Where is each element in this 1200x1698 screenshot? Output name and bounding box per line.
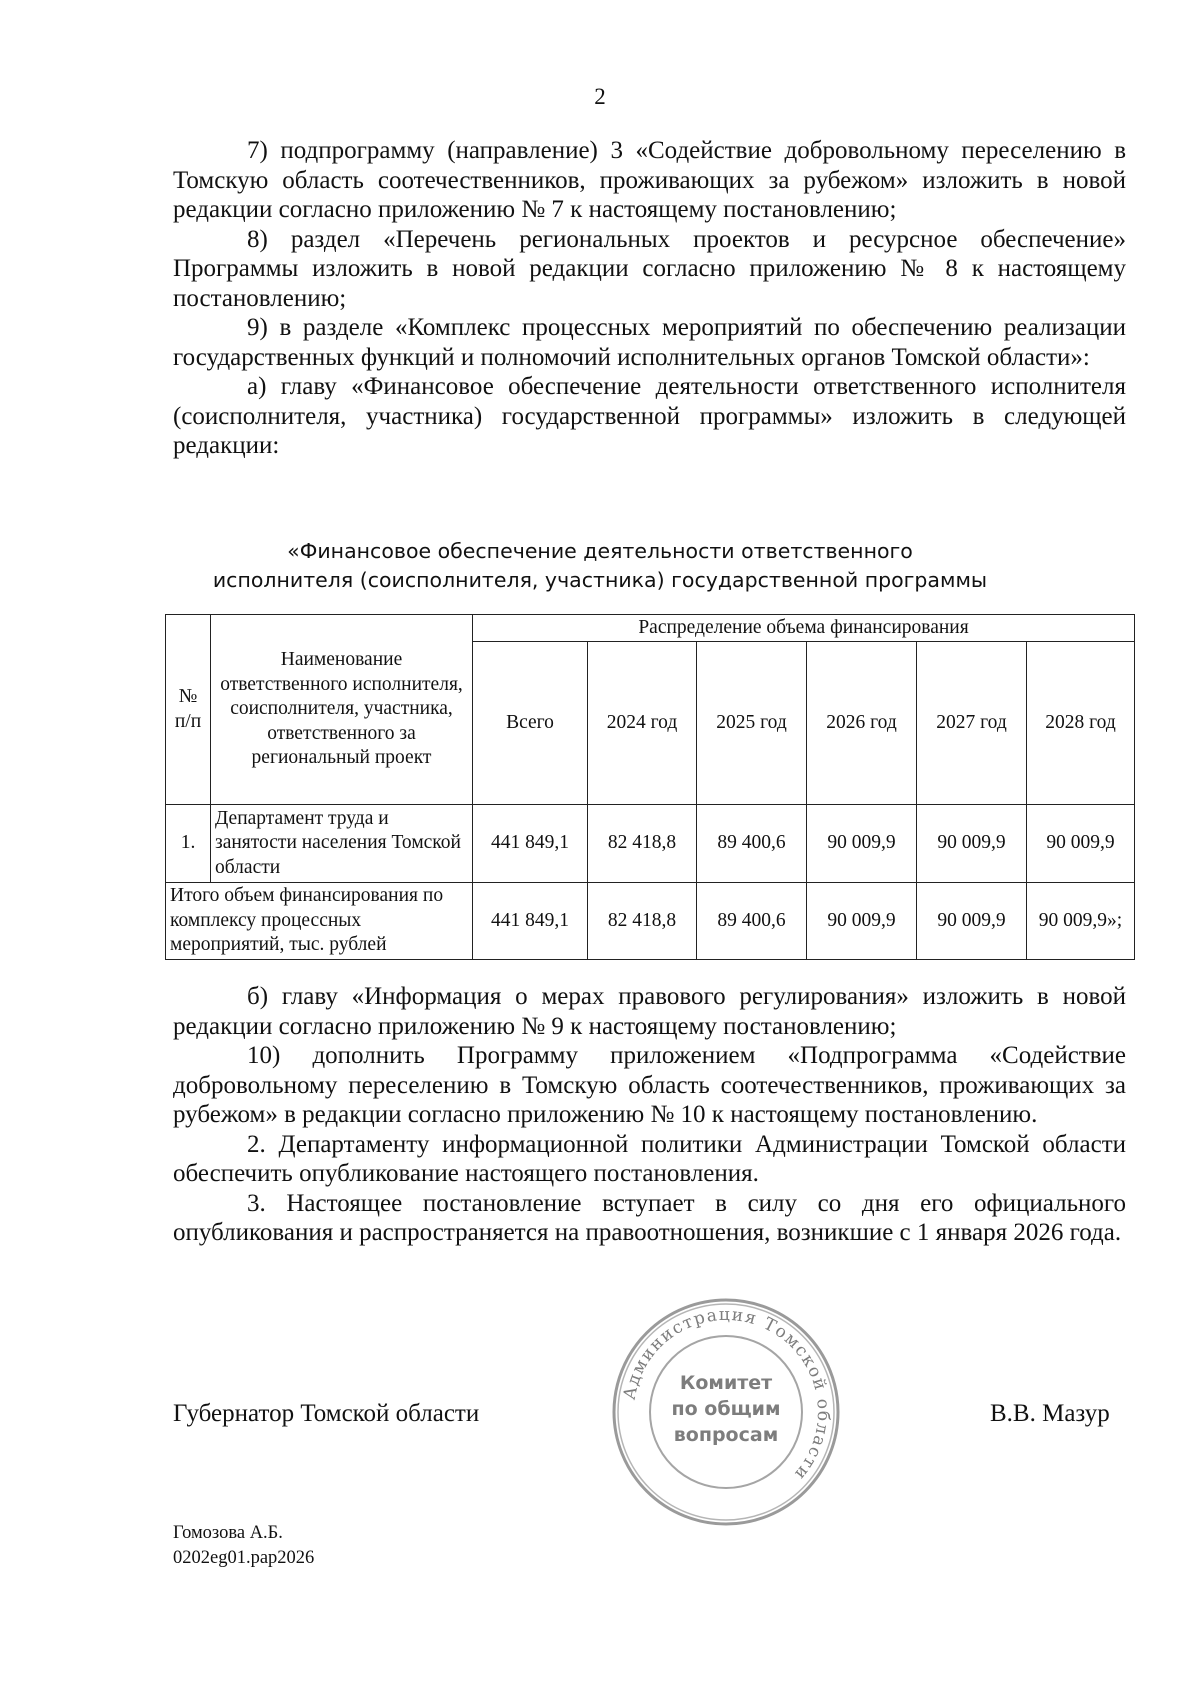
table-title-line2: исполнителя (соисполнителя, участника) государственной программы — [212, 568, 988, 592]
row1-2024: 82 418,8 — [588, 805, 697, 883]
total-2026: 90 009,9 — [807, 883, 917, 960]
paragraph-9b: б) главу «Информация о мерах правового регулирования» изложить в новой редакции согласно приложению № 9 к настоящему постановлению; — [173, 983, 1126, 1040]
header-2027: 2027 год — [917, 642, 1027, 805]
paragraph-10: 10) дополнить Программу приложением «Подпрограмма «Содействие добровольному переселению в Томскую область соотечественников, проживающих за рубежом» в редакции согласно приложению № 10 к настоящему постановлению. — [173, 1042, 1126, 1128]
total-2024: 82 418,8 — [588, 883, 697, 960]
table-title — [0, 537, 1200, 595]
signatory-role: Губернатор Томской области — [173, 1400, 480, 1427]
table-header-row — [166, 615, 1135, 642]
footer-author: Гомозова А.Б. — [173, 1523, 283, 1543]
total-2025: 89 400,6 — [697, 883, 807, 960]
official-stamp — [611, 1297, 841, 1527]
row1-num: 1. — [166, 805, 211, 883]
row1-2026: 90 009,9 — [807, 805, 917, 883]
header-name: Наименование ответственного исполнителя, соисполнителя, участника, ответственного за региональный проект — [211, 615, 473, 805]
header-total: Всего — [473, 642, 588, 805]
page-number: 2 — [594, 84, 606, 109]
paragraph-7: 7) подпрограмму (направление) 3 «Содействие добровольному переселению в Томскую область соотечественников, проживающих за рубежом» изложить в новой редакции согласно приложению № 7 к настоящему постановлению; — [173, 137, 1126, 223]
paragraph-9a: а) главу «Финансовое обеспечение деятельности ответственного исполнителя (соисполнителя, участника) государственной программы» изложить в следующей редакции: — [173, 373, 1126, 459]
row1-name: Департамент труда и занятости населения Томской области — [211, 805, 473, 883]
row1-total: 441 849,1 — [473, 805, 588, 883]
paragraph-2: 2. Департаменту информационной политики Администрации Томской области обеспечить опубликование настоящего постановления. — [173, 1130, 1126, 1187]
table-title-line1: «Финансовое обеспечение деятельности ответственного — [287, 539, 913, 563]
row1-2027: 90 009,9 — [917, 805, 1027, 883]
header-2025: 2025 год — [697, 642, 807, 805]
header-2028: 2028 год — [1027, 642, 1135, 805]
stamp-ring-text: Администрация Томской области — [619, 1304, 834, 1485]
signatory-name: В.В. Мазур — [990, 1400, 1110, 1427]
total-2027: 90 009,9 — [917, 883, 1027, 960]
stamp-line3: вопросам — [673, 1424, 779, 1446]
table-row — [166, 805, 1135, 883]
header-num: № п/п — [166, 615, 211, 805]
header-2024: 2024 год — [588, 642, 697, 805]
header-distribution: Распределение объема финансирования — [473, 615, 1135, 642]
footer — [173, 1521, 314, 1571]
row1-2025: 89 400,6 — [697, 805, 807, 883]
row1-2028: 90 009,9 — [1027, 805, 1135, 883]
body-text-top — [173, 136, 1126, 461]
paragraph-9: 9) в разделе «Комплекс процессных мероприятий по обеспечению реализации государственных функций и полномочий исполнительных органов Томской области»: — [173, 314, 1126, 371]
total-label: Итого объем финансирования по комплексу процессных мероприятий, тыс. рублей — [166, 883, 473, 960]
stamp-line2: по общим — [671, 1398, 781, 1420]
table-total-row — [166, 883, 1135, 960]
total-2028: 90 009,9»; — [1027, 883, 1135, 960]
header-2026: 2026 год — [807, 642, 917, 805]
paragraph-8: 8) раздел «Перечень региональных проектов и ресурсное обеспечение» Программы изложить в новой редакции согласно приложению № 8 к настоящему постановлению; — [173, 225, 1126, 312]
paragraph-3: 3. Настоящее постановление вступает в силу со дня его официального опубликования и распространяется на правоотношения, возникшие с 1 января 2026 года. — [173, 1189, 1126, 1246]
footer-code: 0202eg01.pap2026 — [173, 1548, 315, 1568]
body-text-bottom — [173, 982, 1126, 1248]
total-all: 441 849,1 — [473, 883, 588, 960]
stamp-line1: Комитет — [679, 1372, 773, 1394]
financing-table — [165, 614, 1135, 960]
